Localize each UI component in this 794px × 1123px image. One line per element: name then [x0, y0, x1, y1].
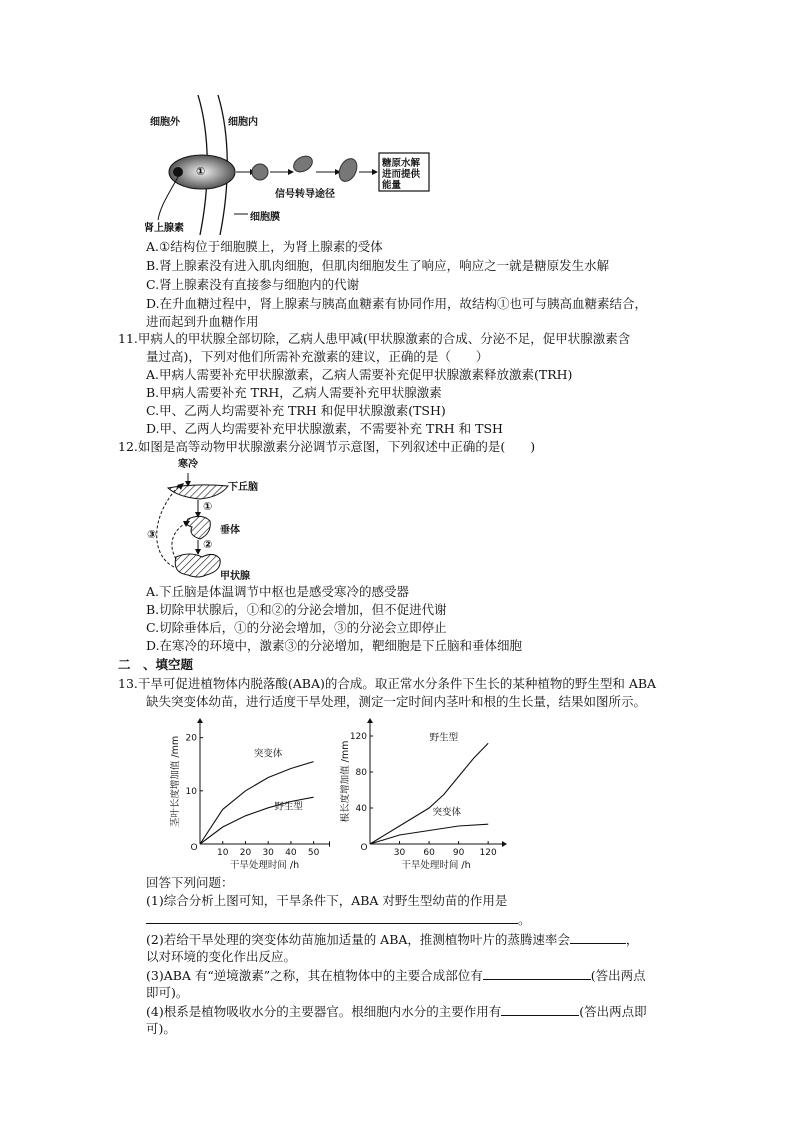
x-tick-label-1: 60	[423, 848, 435, 858]
q12-option-d: D.在寒冷的环境中，激素③的分泌增加，靶细胞是下丘脑和垂体细胞	[146, 638, 523, 653]
label-result-3: 能量	[382, 180, 402, 191]
answer-blank-1[interactable]	[146, 910, 518, 924]
x-axis-arrow	[329, 841, 330, 847]
q13-part3-hint: (答出两点	[590, 968, 646, 983]
label-num-2: ②	[203, 538, 213, 551]
chart-stem-leaf	[170, 712, 330, 872]
q12-option-c: C.切除垂体后，①的分泌会增加，③的分泌会立即停止	[146, 620, 447, 635]
chart-stem-leaf-svg	[170, 712, 330, 872]
label-num-3: ③	[147, 528, 157, 541]
label-inside: 细胞内	[228, 117, 258, 128]
figure-thyroid-regulation	[140, 455, 300, 585]
y-tick-label-1: 20	[185, 733, 197, 744]
x-tick-label-2: 30	[262, 848, 274, 858]
label-outside: 细胞外	[150, 117, 180, 128]
epinephrine-dot	[173, 167, 183, 177]
q12-option-a: A.下丘脑是体温调节中枢也是感受寒冷的感受器	[146, 584, 410, 599]
series-label-1: 突变体	[432, 807, 462, 819]
label-num-1: ①	[203, 500, 213, 513]
q13-part2-comma: ，	[625, 932, 639, 947]
y-axis-label: 茎叶长度增加值 /mm	[170, 735, 181, 828]
y-tick-label-0: 40	[355, 804, 367, 814]
series-line-0	[370, 743, 488, 844]
label-hypothalamus: 下丘脑	[228, 482, 258, 493]
chart-root-svg	[340, 712, 510, 872]
q10-option-a: A.①结构位于细胞膜上，为肾上腺素的受体	[146, 239, 383, 254]
label-pathway: 信号转导途径	[275, 189, 335, 200]
pituitary-shape	[187, 516, 211, 539]
q11-option-a: A.甲病人需要补充甲状腺激素，乙病人需要补充促甲状腺激素释放激素(TRH)	[146, 367, 573, 382]
q13-part3-text: (3)ABA 有“逆境激素”之称，其在植物体中的主要合成部位有	[146, 968, 483, 983]
y-tick-label-1: 80	[355, 768, 367, 778]
label-cold: 寒冷	[178, 459, 198, 470]
label-result-2: 进而提供	[382, 169, 421, 180]
q10-option-b: B.肾上腺素没有进入肌肉细胞，但肌肉细胞发生了响应，响应之一就是糖原发生水解	[146, 258, 610, 273]
section-title-fill-in: 二 、填空题	[118, 657, 194, 672]
x-tick-label-1: 20	[239, 848, 252, 858]
x-axis-label: 干旱处理时间 /h	[229, 860, 300, 871]
label-result-1: 糖原水解	[382, 158, 421, 169]
x-tick-label-4: 50	[307, 848, 320, 858]
q11-option-c: C.甲、乙两人均需要补充 TRH 和促甲状腺激素(TSH)	[146, 403, 446, 418]
x-axis-arrow	[502, 841, 507, 847]
q10-option-c: C.肾上腺素没有直接参与细胞内的代谢	[146, 277, 360, 292]
q13-stem-line1: 13.干旱可促进植物体内脱落酸(ABA)的合成。取正常水分条件下生长的某种植物的野生型和 ABA	[118, 676, 657, 691]
answer-blank-4[interactable]	[501, 1002, 579, 1016]
y-axis-arrow	[367, 718, 373, 723]
x-tick-label-0: 30	[393, 848, 406, 858]
series-label-1: 野生型	[274, 801, 303, 813]
label-hormone: 肾上腺素	[144, 223, 184, 234]
q11-option-b: B.甲病人需要补充 TRH，乙病人需要补充甲状腺激素	[146, 385, 442, 400]
q11-stem-line1: 11.甲病人的甲状腺全部切除，乙病人患甲减(甲状腺激素的合成、分泌不足，促甲状腺激素含	[118, 331, 631, 346]
hypothalamus-shape	[168, 485, 228, 499]
figure-epinephrine	[140, 95, 440, 235]
q13-part4-line2: 可)。	[146, 1021, 176, 1036]
q13-part4-text: (4)根系是植物吸收水分的主要器官。根细胞内水分的主要作用有	[146, 1004, 502, 1019]
q13-part1: (1)综合分析上图可知，干旱条件下，ABA 对野生型幼苗的作用是	[146, 893, 508, 908]
y-axis-label: 根长度增加值 /mm	[340, 740, 351, 823]
q13-part4-line1	[146, 1002, 647, 1021]
q11-option-d: D.甲、乙两人均需要补充甲状腺激素，不需要补充 TRH 和 TSH	[146, 421, 503, 436]
thyroid-diagram	[140, 455, 300, 585]
x-tick-label-3: 120	[479, 848, 497, 858]
feedback-path-hypothalamus	[157, 485, 180, 567]
q13-part2-line1	[146, 930, 638, 949]
q13-part3-line2: 即可)。	[146, 985, 189, 1000]
answer-blank-2[interactable]	[570, 930, 626, 944]
x-axis-label: 干旱处理时间 /h	[401, 860, 471, 871]
q13-stem-line2: 缺失突变体幼苗，进行适度干旱处理，测定一定时间内茎叶和根的生长量，结果如图所示。	[146, 694, 647, 709]
q12-option-b: B.切除甲状腺后，①和②的分泌会增加，但不促进代谢	[146, 602, 447, 617]
y-tick-label-2: 120	[349, 732, 367, 742]
x-tick-label-0: 10	[217, 848, 229, 858]
signal-molecule-3	[336, 156, 361, 185]
x-tick-label-2: 90	[452, 848, 465, 858]
label-membrane: 细胞膜	[250, 212, 280, 223]
signal-molecule-1	[252, 164, 268, 180]
x-tick-label-3: 40	[285, 848, 297, 858]
feedback-path-pituitary	[172, 523, 186, 559]
label-pituitary: 垂体	[220, 525, 240, 536]
q13-part4-hint: (答出两点即	[579, 1004, 647, 1019]
signal-molecule-2	[291, 153, 315, 175]
answer-blank-3[interactable]	[483, 966, 591, 980]
q11-stem-line2: 量过高)，下列对他们所需补充激素的建议，正确的是（ ）	[146, 349, 489, 364]
y-tick-label-0: 10	[185, 786, 197, 797]
q12-stem: 12.如图是高等动物甲状腺激素分泌调节示意图，下列叙述中正确的是( )	[118, 439, 536, 454]
q13-part1-end: 。	[518, 912, 531, 927]
origin-label: O	[190, 843, 198, 853]
q10-option-d-line1: D.在升血糖过程中，肾上腺素与胰高血糖素有协同作用，故结构①也可与胰高血糖素结合，	[146, 296, 648, 311]
q13-part2-line2: 以对环境的变化作出反应。	[146, 949, 297, 964]
q13-part1-answer-line[interactable]	[146, 910, 531, 929]
q13-part2-text: (2)若给干旱处理的突变体幼苗施加适量的 ABA，推测植物叶片的蒸腾速率会	[146, 932, 570, 947]
chart-root	[340, 712, 510, 872]
q13-intro: 回答下列问题：	[146, 875, 234, 890]
y-axis-arrow	[197, 718, 203, 723]
hormone-pointer	[158, 177, 178, 220]
series-label-0: 野生型	[429, 732, 459, 744]
thyroid-shape	[175, 554, 220, 577]
q10-option-d-line2: 进而起到升血糖作用	[146, 314, 259, 329]
label-receptor: ①	[196, 165, 206, 178]
label-thyroid: 甲状腺	[220, 571, 250, 582]
q13-part3-line1	[146, 966, 646, 985]
series-label-0: 突变体	[253, 748, 283, 760]
origin-label: O	[360, 843, 368, 853]
